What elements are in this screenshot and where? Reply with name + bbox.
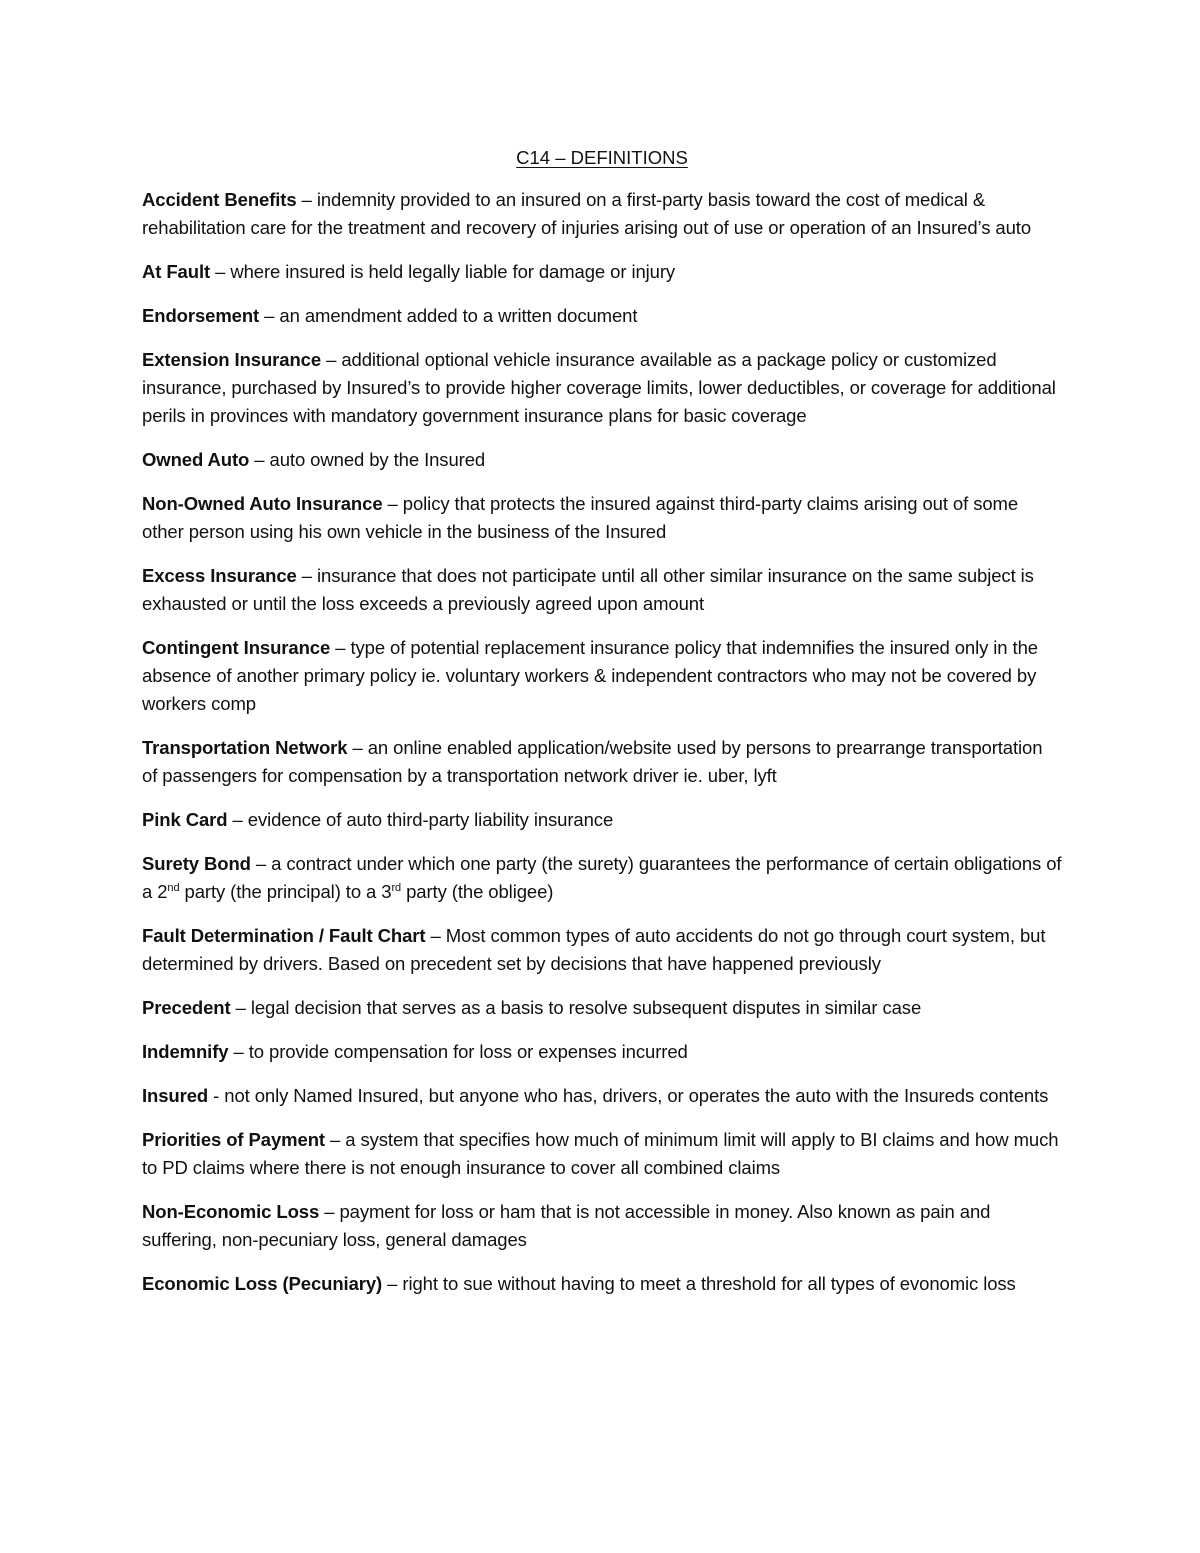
ordinal-suffix: nd	[167, 881, 180, 894]
definition-separator: –	[249, 449, 270, 470]
definition-entry	[142, 634, 1062, 718]
definition-text: right to sue without having to meet a threshold for all types of evonomic loss	[402, 1273, 1016, 1294]
definition-term: Fault Determination / Fault Chart	[142, 925, 426, 946]
definition-separator: –	[230, 997, 251, 1018]
definitions-list	[142, 922, 1062, 1066]
definition-text: insurance that does not participate until all other similar insurance on the same subject is exhausted or until the loss exceeds a previously agreed upon amount	[142, 565, 1034, 614]
definition-text: a contract under which one party (the surety) guarantees the performance of certain obligations of a 2	[142, 853, 1062, 902]
definition-separator: –	[319, 1201, 340, 1222]
definition-term: Indemnify	[142, 1041, 229, 1062]
definition-term: Non-Owned Auto Insurance	[142, 493, 383, 514]
definition-term: Transportation Network	[142, 737, 348, 758]
definition-separator: –	[330, 637, 351, 658]
definition-term: Contingent Insurance	[142, 637, 331, 658]
definition-text: evidence of auto third-party liability insurance	[247, 809, 614, 830]
definition-separator: –	[296, 189, 317, 210]
definition-separator: –	[296, 565, 318, 586]
definition-text: not only Named Insured, but anyone who has, drivers, or operates the auto with the Insureds contents	[224, 1085, 1049, 1106]
definition-term: Excess Insurance	[142, 565, 297, 586]
definition-term: Endorsement	[142, 305, 260, 326]
definition-entry	[142, 1270, 1062, 1298]
definition-entry	[142, 446, 1062, 474]
definition-term: Pink Card	[142, 809, 228, 830]
definition-text: additional optional vehicle insurance available as a package policy or customized insurance, purchased by Insured’s to provide higher coverage limits, lower deductibles, or coverage for additional perils in provinces with mandatory government insurance plans for basic coverage	[142, 349, 1056, 426]
definition-separator: -	[208, 1085, 225, 1106]
definition-term: Precedent	[142, 997, 231, 1018]
definition-entry	[142, 994, 1062, 1022]
definition-separator: –	[321, 349, 342, 370]
definition-text: Most common types of auto accidents do not go through court system, but determined by drivers. Based on precedent set by decisions that have happened previously	[142, 925, 1046, 974]
definition-entry	[142, 186, 1062, 242]
definition-separator: –	[210, 261, 231, 282]
definition-term: Insured	[142, 1085, 209, 1106]
definition-term: At Fault	[142, 261, 211, 282]
definition-text: indemnity provided to an insured on a first-party basis toward the cost of medical & rehabilitation care for the treatment and recovery of injuries arising out of use or operation of an Insured’s auto	[142, 189, 1032, 238]
definition-separator: –	[227, 809, 248, 830]
definition-text: legal decision that serves as a basis to resolve subsequent disputes in similar case	[250, 997, 922, 1018]
definition-entry	[142, 1126, 1062, 1182]
definition-text: party (the principal) to a 3	[179, 881, 392, 902]
definition-term: Surety Bond	[142, 853, 251, 874]
definitions-list	[142, 1126, 1062, 1298]
definition-text: an online enabled application/website used by persons to prearrange transportation of passengers for compensation by a transportation network driver ie. uber, lyft	[142, 737, 1043, 786]
definition-entry	[142, 1038, 1062, 1066]
definition-text: auto owned by the Insured	[269, 449, 486, 470]
definition-separator: –	[250, 853, 272, 874]
definition-term: Extension Insurance	[142, 349, 322, 370]
page-title: C14 – DEFINITIONS	[516, 147, 688, 168]
definition-separator: –	[228, 1041, 249, 1062]
definition-entry	[142, 806, 1062, 834]
definition-term: Owned Auto	[142, 449, 250, 470]
definition-entry	[142, 302, 1062, 330]
definition-separator: –	[259, 305, 280, 326]
ordinal-suffix: rd	[391, 881, 402, 894]
definition-text: party (the obligee)	[401, 881, 554, 902]
document-page	[142, 144, 1062, 1314]
definition-entry	[142, 562, 1062, 618]
definition-entry	[142, 258, 1062, 286]
definition-text: type of potential replacement insurance policy that indemnifies the insured only in the absence of another primary policy ie. voluntary workers & independent contractors who may not be covered by workers comp	[142, 637, 1038, 714]
definition-separator: –	[382, 493, 403, 514]
definition-separator: –	[347, 737, 368, 758]
definition-text: a system that specifies how much of minimum limit will apply to BI claims and how much to PD claims where there is not enough insurance to cover all combined claims	[142, 1129, 1059, 1178]
definition-term: Non-Economic Loss	[142, 1201, 320, 1222]
definition-text: to provide compensation for loss or expenses incurred	[248, 1041, 688, 1062]
definition-entry	[142, 1198, 1062, 1254]
definition-entry	[142, 346, 1062, 430]
definition-entry-surety-bond	[142, 850, 1062, 906]
definition-term: Economic Loss (Pecuniary)	[142, 1273, 383, 1294]
definition-entry-insured	[142, 1082, 1062, 1110]
definitions-list	[142, 186, 1062, 834]
definition-text: where insured is held legally liable for damage or injury	[230, 261, 676, 282]
definition-text: policy that protects the insured against third-party claims arising out of some other person using his own vehicle in the business of the Insured	[142, 493, 1019, 542]
definition-term: Accident Benefits	[142, 189, 297, 210]
definition-term: Priorities of Payment	[142, 1129, 325, 1150]
definition-separator: –	[382, 1273, 403, 1294]
definition-separator: –	[425, 925, 446, 946]
definition-text: payment for loss or ham that is not accessible in money. Also known as pain and suffering, non-pecuniary loss, general damages	[142, 1201, 991, 1250]
definition-entry	[142, 490, 1062, 546]
definition-entry	[142, 922, 1062, 978]
definition-entry	[142, 734, 1062, 790]
definition-separator: –	[324, 1129, 346, 1150]
definition-text: an amendment added to a written document	[279, 305, 638, 326]
